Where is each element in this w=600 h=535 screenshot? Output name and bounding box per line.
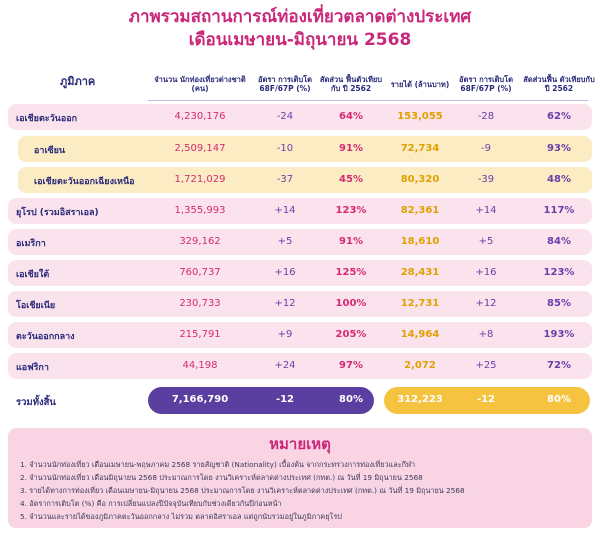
cell-recovery-revenue: 93% [547, 143, 571, 154]
notes-box [8, 428, 592, 528]
cell-recovery-tourists: 45% [339, 174, 363, 185]
row-region-label: เอเชียตะวันออก [16, 114, 78, 124]
header-divider [148, 100, 588, 101]
cell-growth-revenue: +16 [475, 267, 497, 278]
cell-revenue: 14,964 [400, 329, 440, 340]
cell-growth-tourists: +24 [274, 360, 296, 371]
note-item: 5. จำนวนและรายได้ของภูมิภาคตะวันออกกลาง ไม่รวม ตลาดอิสราเอล แต่ถูกนับรวมอยู่ในภูมิภาคยุโรป [20, 512, 342, 521]
cell-growth-tourists: +16 [274, 267, 296, 278]
header-recovery-revenue: สัดส่วนฟื้น ตัวเทียบกับ ปี 2562 [523, 75, 595, 93]
note-item: 3. รายได้ทางการท่องเที่ยว เดือนเมษายน-มิถุนายน 2568 ประมาณการโดย งานวิเคราะห์ตลาดต่างประเทศ (กทต.) ณ วันที่ 19 มิถุนายน 2568 [20, 486, 465, 495]
total-growth-tourists: -12 [275, 394, 295, 405]
cell-tourists: 44,198 [182, 360, 218, 371]
cell-growth-revenue: +8 [478, 329, 494, 340]
cell-growth-revenue: +5 [478, 236, 494, 247]
row-region-label: เอเชียใต้ [16, 270, 50, 280]
cell-tourists: 4,230,176 [174, 111, 226, 122]
cell-growth-revenue: +12 [475, 298, 497, 309]
cell-revenue: 18,610 [400, 236, 440, 247]
cell-tourists: 1,721,029 [174, 174, 226, 185]
cell-revenue: 80,320 [400, 174, 440, 185]
note-item: 2. จำนวนนักท่องเที่ยว เดือนมิถุนายน 2568 ประมาณการโดย งานวิเคราะห์ตลาดต่างประเทศ (กทต.) ณ วันที่ 19 มิถุนายน 2568 [20, 473, 423, 482]
cell-growth-tourists: -37 [276, 174, 294, 185]
cell-growth-tourists: +5 [277, 236, 293, 247]
header-recovery-tourists: สัดส่วน ฟื้นตัวเทียบกับ ปี 2562 [319, 75, 383, 93]
total-growth-revenue: -12 [476, 394, 496, 405]
cell-revenue: 72,734 [400, 143, 440, 154]
row-region-label: แอฟริกา [16, 363, 49, 373]
cell-growth-tourists: -10 [276, 143, 294, 154]
cell-recovery-revenue: 117% [543, 205, 575, 216]
cell-growth-revenue: +14 [475, 205, 497, 216]
row-region-label: โอเชียเนีย [16, 301, 56, 311]
cell-recovery-tourists: 91% [339, 143, 363, 154]
total-tourists: 7,166,790 [171, 394, 229, 405]
header-tourists: จำนวน นักท่องเที่ยวต่างชาติ (คน) [154, 75, 246, 93]
cell-recovery-tourists: 100% [335, 298, 367, 309]
cell-growth-tourists: +12 [274, 298, 296, 309]
cell-revenue: 12,731 [400, 298, 440, 309]
cell-revenue: 2,072 [404, 360, 436, 371]
note-item: 1. จำนวนนักท่องเที่ยว เดือนเมษายน-พฤษภาคม 2568 รายสัญชาติ (Nationality) เบื้องต้น จากกระทรวงการท่องเที่ยวและกีฬา [20, 460, 416, 469]
cell-recovery-revenue: 84% [547, 236, 571, 247]
total-label: รวมทั้งสิ้น [16, 397, 56, 408]
header-region: ภูมิภาค [60, 75, 96, 88]
cell-growth-tourists: -24 [276, 111, 294, 122]
header-growth-tourists: อัตรา การเติบโต 68F/67P (%) [257, 75, 313, 93]
cell-tourists: 230,733 [179, 298, 221, 309]
page-title: ภาพรวมสถานการณ์ท่องเที่ยวตลาดต่างประเทศ [128, 7, 472, 27]
row-region-label: ยุโรป (รวมอิสราเอล) [16, 208, 99, 218]
cell-growth-revenue: -39 [477, 174, 495, 185]
cell-growth-revenue: +25 [475, 360, 497, 371]
cell-growth-tourists: +14 [274, 205, 296, 216]
cell-tourists: 760,737 [179, 267, 221, 278]
row-region-label: เอเชียตะวันออกเฉียงเหนือ [34, 177, 135, 187]
row-region-label: อาเซียน [34, 146, 66, 156]
cell-growth-revenue: -9 [481, 143, 491, 154]
cell-recovery-tourists: 91% [339, 236, 363, 247]
page-subtitle: เดือนเมษายน-มิถุนายน 2568 [188, 30, 412, 50]
cell-recovery-tourists: 205% [335, 329, 367, 340]
cell-growth-tourists: +9 [277, 329, 293, 340]
cell-tourists: 329,162 [179, 236, 221, 247]
cell-recovery-tourists: 64% [339, 111, 363, 122]
cell-revenue: 28,431 [400, 267, 440, 278]
row-region-label: อเมริกา [16, 239, 46, 249]
header-growth-revenue: อัตรา การเติบโต 68F/67P (%) [458, 75, 514, 93]
cell-recovery-revenue: 62% [547, 111, 571, 122]
cell-recovery-tourists: 97% [339, 360, 363, 371]
cell-tourists: 2,509,147 [174, 143, 226, 154]
cell-recovery-tourists: 123% [335, 205, 367, 216]
total-revenue: 312,223 [397, 394, 443, 405]
total-recovery-revenue: 80% [547, 394, 571, 405]
cell-tourists: 215,791 [179, 329, 221, 340]
header-revenue: รายได้ (ล้านบาท) [390, 79, 450, 89]
cell-recovery-revenue: 193% [543, 329, 575, 340]
note-item: 4. อัตราการเติบโต (%) คือ การเปลี่ยนแปลงปีปัจจุบันเทียบกับช่วงเดียวกันปีก่อนหน้า [20, 499, 282, 508]
cell-growth-revenue: -28 [477, 111, 495, 122]
cell-recovery-revenue: 48% [547, 174, 571, 185]
cell-recovery-revenue: 123% [543, 267, 575, 278]
total-recovery-tourists: 80% [339, 394, 363, 405]
notes-title: หมายเหตุ [269, 435, 331, 453]
row-region-label: ตะวันออกกลาง [16, 332, 75, 342]
cell-revenue: 153,055 [397, 111, 443, 122]
cell-recovery-revenue: 72% [547, 360, 571, 371]
cell-recovery-tourists: 125% [335, 267, 367, 278]
cell-recovery-revenue: 85% [547, 298, 571, 309]
cell-revenue: 82,361 [400, 205, 440, 216]
cell-tourists: 1,355,993 [174, 205, 226, 216]
